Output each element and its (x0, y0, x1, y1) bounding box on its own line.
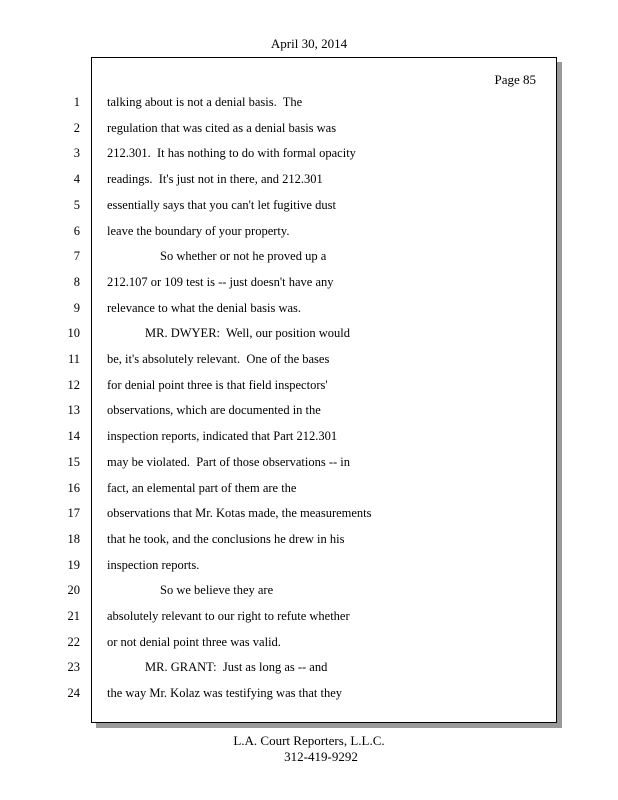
transcript-line: may be violated. Part of those observations -- in (107, 455, 350, 469)
transcript-line: that he took, and the conclusions he drew in his (107, 532, 345, 546)
line-number: 20 (67, 583, 80, 597)
line-number: 12 (67, 378, 80, 392)
transcript-line: So we believe they are (160, 583, 274, 597)
transcript-line: regulation that was cited as a denial basis was (107, 121, 337, 135)
transcript-line: observations that Mr. Kotas made, the measurements (107, 506, 372, 520)
transcript-line: inspection reports. (107, 558, 200, 572)
transcript-date: April 30, 2014 (270, 36, 348, 51)
transcript-line: talking about is not a denial basis. The (107, 95, 303, 109)
line-number: 3 (73, 146, 80, 160)
line-number: 5 (73, 198, 80, 212)
line-number: 24 (67, 686, 80, 700)
line-number: 10 (67, 326, 80, 340)
transcript-line: absolutely relevant to our right to refute whether (107, 609, 350, 623)
transcript-line: 212.301. It has nothing to do with formal opacity (107, 146, 356, 160)
line-number: 9 (73, 301, 80, 315)
page-number: Page 85 (494, 72, 536, 87)
line-number: 17 (67, 506, 80, 520)
line-number: 8 (73, 275, 80, 289)
line-number: 2 (73, 121, 80, 135)
transcript-line: leave the boundary of your property. (107, 224, 290, 238)
transcript-line: inspection reports, indicated that Part 212.301 (107, 429, 338, 443)
line-number: 15 (67, 455, 80, 469)
line-number: 22 (67, 635, 80, 649)
transcript-line: MR. GRANT: Just as long as -- and (145, 660, 328, 674)
line-number: 1 (73, 95, 80, 109)
transcript-line: MR. DWYER: Well, our position would (145, 326, 351, 340)
transcript-line: readings. It's just not in there, and 212.301 (107, 172, 323, 186)
line-number: 13 (67, 403, 80, 417)
reporter-phone: 312-419-9292 (284, 749, 358, 764)
line-number: 16 (67, 481, 80, 495)
line-number: 18 (67, 532, 80, 546)
transcript-line: the way Mr. Kolaz was testifying was that they (107, 686, 343, 700)
transcript-line: for denial point three is that field inspectors' (107, 378, 328, 392)
reporter-company: L.A. Court Reporters, L.L.C. (233, 733, 385, 748)
line-number: 14 (67, 429, 80, 443)
line-number: 4 (73, 172, 80, 186)
transcript-line: fact, an elemental part of them are the (107, 481, 297, 495)
transcript-line: 212.107 or 109 test is -- just doesn't have any (107, 275, 334, 289)
line-number: 6 (73, 224, 80, 238)
transcript-line: be, it's absolutely relevant. One of the bases (107, 352, 330, 366)
line-number: 21 (67, 609, 80, 623)
line-number: 23 (67, 660, 80, 674)
line-number: 19 (67, 558, 80, 572)
footer (0, 733, 618, 765)
transcript-line: essentially says that you can't let fugitive dust (107, 198, 336, 212)
transcript-line: relevance to what the denial basis was. (107, 301, 302, 315)
transcript-line: observations, which are documented in the (107, 403, 321, 417)
line-number: 11 (67, 352, 80, 366)
transcript-line: So whether or not he proved up a (160, 249, 327, 263)
line-number: 7 (73, 249, 80, 263)
transcript-line: or not denial point three was valid. (107, 635, 281, 649)
